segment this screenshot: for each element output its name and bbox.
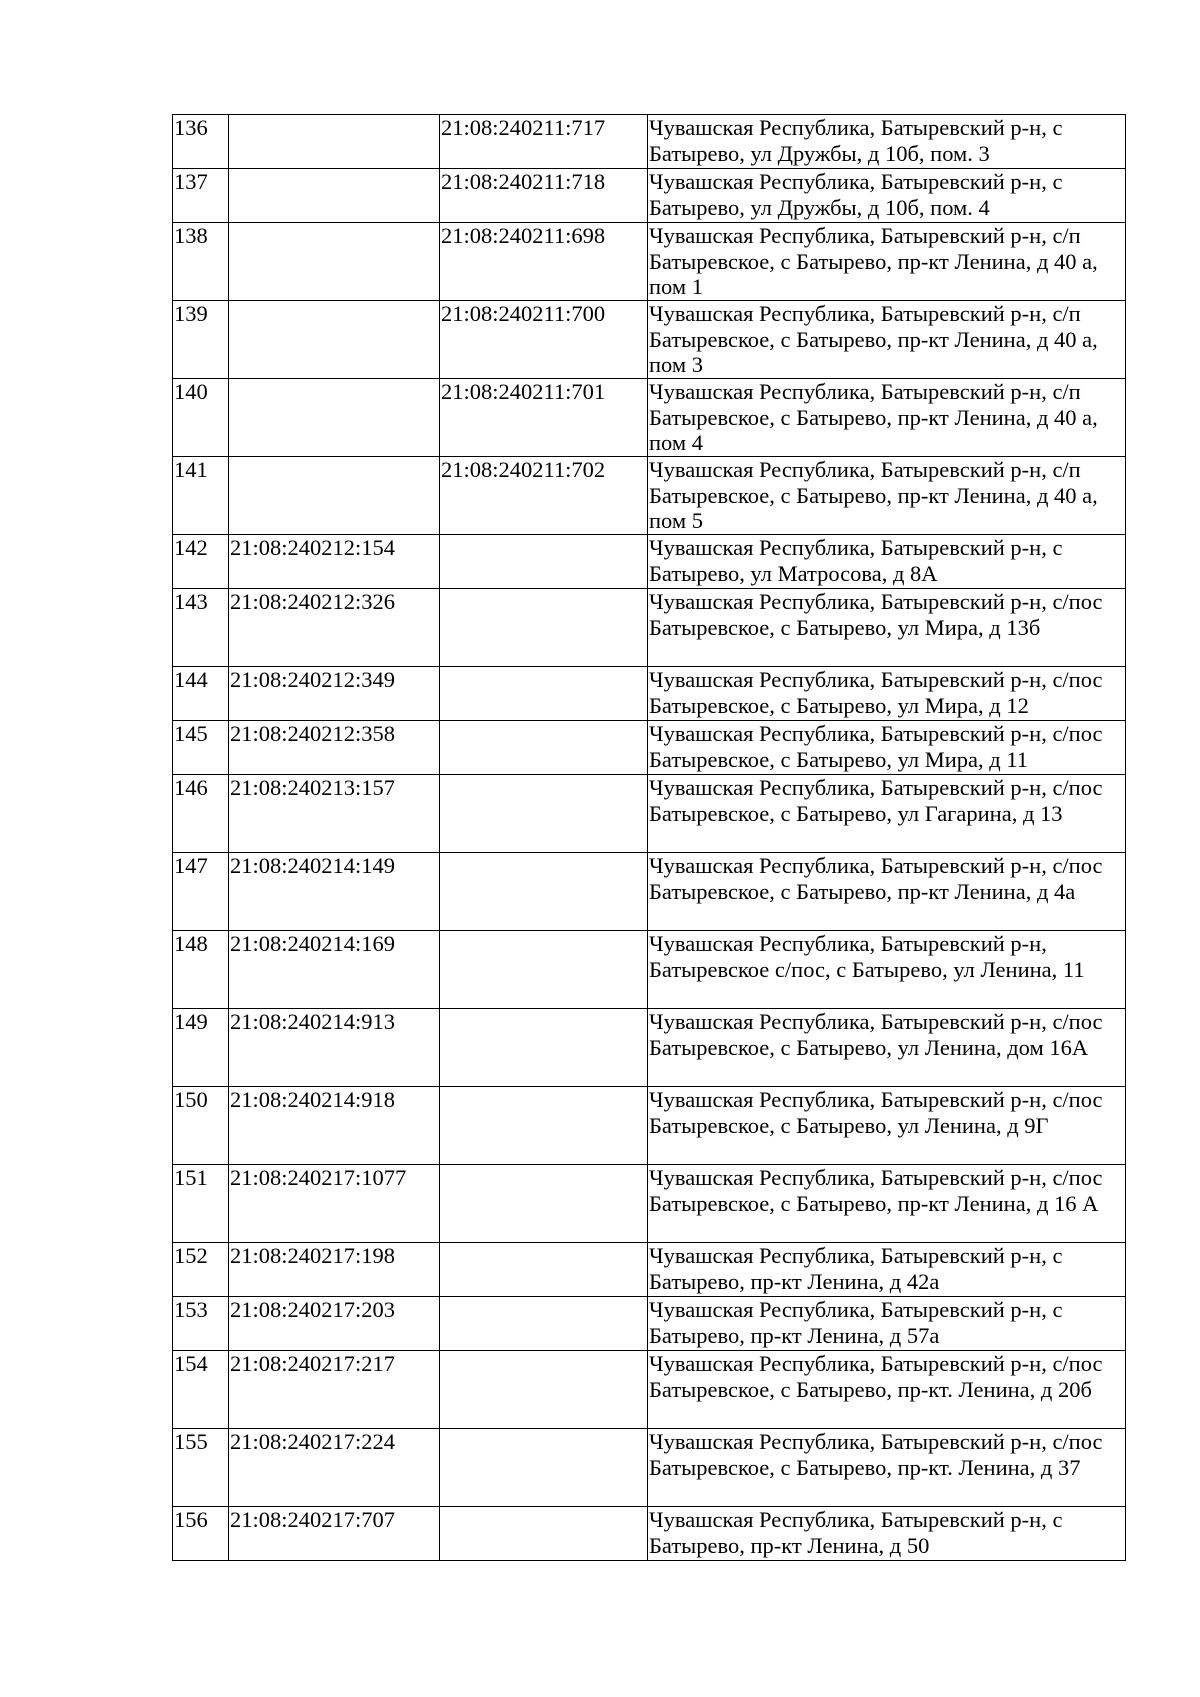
address-cell: Чувашская Республика, Батыревский р-н, с Батырево, пр-кт Ленина, д 50 <box>648 1507 1126 1561</box>
address-cell: Чувашская Республика, Батыревский р-н, с/пос Батыревское, с Батырево, пр-кт. Ленина, д 20б <box>648 1351 1126 1429</box>
row-number: 141 <box>173 457 229 535</box>
table-row <box>173 1351 1126 1429</box>
table-row <box>173 931 1126 1009</box>
address-cell: Чувашская Республика, Батыревский р-н, с/п Батыревское, с Батырево, пр-кт Ленина, д 40 а, пом 1 <box>648 223 1126 301</box>
row-number: 139 <box>173 301 229 379</box>
address-cell: Чувашская Республика, Батыревский р-н, с/пос Батыревское, с Батырево, пр-кт. Ленина, д 37 <box>648 1429 1126 1507</box>
address-cell: Чувашская Республика, Батыревский р-н, Батыревское с/пос, с Батырево, ул Ленина, 11 <box>648 931 1126 1009</box>
table-row <box>173 1009 1126 1087</box>
cadastral-land-number: 21:08:240214:918 <box>229 1087 440 1165</box>
row-number: 144 <box>173 667 229 721</box>
row-number: 152 <box>173 1243 229 1297</box>
row-number: 149 <box>173 1009 229 1087</box>
cadastral-object-number: 21:08:240211:701 <box>440 379 648 457</box>
row-number: 142 <box>173 535 229 589</box>
table-row <box>173 1243 1126 1297</box>
cadastral-land-number: 21:08:240217:1077 <box>229 1165 440 1243</box>
cadastral-land-number: 21:08:240217:224 <box>229 1429 440 1507</box>
table-row <box>173 775 1126 853</box>
table-row <box>173 223 1126 301</box>
cadastral-land-number: 21:08:240212:358 <box>229 721 440 775</box>
cadastral-object-number <box>440 1429 648 1507</box>
table-row <box>173 301 1126 379</box>
table-row <box>173 853 1126 931</box>
row-number: 138 <box>173 223 229 301</box>
table-row <box>173 1507 1126 1561</box>
cadastral-object-number <box>440 721 648 775</box>
table-row <box>173 667 1126 721</box>
cadastral-object-number: 21:08:240211:718 <box>440 169 648 223</box>
cadastral-object-number <box>440 1243 648 1297</box>
row-number: 147 <box>173 853 229 931</box>
cadastral-object-number: 21:08:240211:698 <box>440 223 648 301</box>
address-cell: Чувашская Республика, Батыревский р-н, с/пос Батыревское, с Батырево, ул Мира, д 13б <box>648 589 1126 667</box>
table-row <box>173 721 1126 775</box>
row-number: 155 <box>173 1429 229 1507</box>
cadastral-object-number: 21:08:240211:717 <box>440 115 648 169</box>
cadastral-land-number: 21:08:240217:217 <box>229 1351 440 1429</box>
cadastral-land-number <box>229 301 440 379</box>
cadastral-land-number <box>229 169 440 223</box>
address-cell: Чувашская Республика, Батыревский р-н, с/пос Батыревское, с Батырево, ул Мира, д 12 <box>648 667 1126 721</box>
address-cell: Чувашская Республика, Батыревский р-н, с Батырево, ул Дружбы, д 10б, пом. 3 <box>648 115 1126 169</box>
address-cell: Чувашская Республика, Батыревский р-н, с Батырево, ул Матросова, д 8А <box>648 535 1126 589</box>
address-cell: Чувашская Республика, Батыревский р-н, с Батырево, ул Дружбы, д 10б, пом. 4 <box>648 169 1126 223</box>
cadastral-land-number: 21:08:240217:198 <box>229 1243 440 1297</box>
row-number: 151 <box>173 1165 229 1243</box>
cadastral-land-number <box>229 115 440 169</box>
table-row <box>173 115 1126 169</box>
address-cell: Чувашская Республика, Батыревский р-н, с/пос Батыревское, с Батырево, ул Гагарина, д 13 <box>648 775 1126 853</box>
cadastral-object-number <box>440 667 648 721</box>
cadastral-object-number <box>440 1165 648 1243</box>
cadastral-land-number <box>229 457 440 535</box>
cadastral-object-number <box>440 853 648 931</box>
cadastral-land-number <box>229 223 440 301</box>
table-row <box>173 379 1126 457</box>
table-row <box>173 1297 1126 1351</box>
cadastral-object-number: 21:08:240211:702 <box>440 457 648 535</box>
address-cell: Чувашская Республика, Батыревский р-н, с/пос Батыревское, с Батырево, ул Ленина, д 9Г <box>648 1087 1126 1165</box>
address-cell: Чувашская Республика, Батыревский р-н, с/пос Батыревское, с Батырево, ул Ленина, дом 16А <box>648 1009 1126 1087</box>
cadastral-object-number <box>440 1297 648 1351</box>
row-number: 154 <box>173 1351 229 1429</box>
property-table-body <box>173 115 1126 1561</box>
address-cell: Чувашская Республика, Батыревский р-н, с/пос Батыревское, с Батырево, пр-кт Ленина, д 4а <box>648 853 1126 931</box>
row-number: 137 <box>173 169 229 223</box>
row-number: 153 <box>173 1297 229 1351</box>
address-cell: Чувашская Республика, Батыревский р-н, с/пос Батыревское, с Батырево, ул Мира, д 11 <box>648 721 1126 775</box>
cadastral-land-number: 21:08:240214:913 <box>229 1009 440 1087</box>
row-number: 143 <box>173 589 229 667</box>
address-cell: Чувашская Республика, Батыревский р-н, с/п Батыревское, с Батырево, пр-кт Ленина, д 40 а, пом 3 <box>648 301 1126 379</box>
row-number: 140 <box>173 379 229 457</box>
cadastral-object-number <box>440 931 648 1009</box>
cadastral-land-number: 21:08:240217:707 <box>229 1507 440 1561</box>
cadastral-object-number <box>440 1351 648 1429</box>
row-number: 146 <box>173 775 229 853</box>
table-row <box>173 535 1126 589</box>
table-row <box>173 589 1126 667</box>
cadastral-land-number: 21:08:240213:157 <box>229 775 440 853</box>
row-number: 150 <box>173 1087 229 1165</box>
cadastral-land-number: 21:08:240214:149 <box>229 853 440 931</box>
address-cell: Чувашская Республика, Батыревский р-н, с Батырево, пр-кт Ленина, д 42а <box>648 1243 1126 1297</box>
cadastral-object-number <box>440 1507 648 1561</box>
table-row <box>173 457 1126 535</box>
cadastral-land-number: 21:08:240217:203 <box>229 1297 440 1351</box>
table-row <box>173 1087 1126 1165</box>
table-row <box>173 169 1126 223</box>
cadastral-object-number <box>440 775 648 853</box>
cadastral-land-number <box>229 379 440 457</box>
row-number: 156 <box>173 1507 229 1561</box>
cadastral-land-number: 21:08:240212:326 <box>229 589 440 667</box>
address-cell: Чувашская Республика, Батыревский р-н, с/п Батыревское, с Батырево, пр-кт Ленина, д 40 а, пом 4 <box>648 379 1126 457</box>
cadastral-land-number: 21:08:240212:154 <box>229 535 440 589</box>
cadastral-object-number <box>440 589 648 667</box>
table-row <box>173 1429 1126 1507</box>
property-table <box>172 114 1126 1561</box>
cadastral-land-number: 21:08:240214:169 <box>229 931 440 1009</box>
cadastral-object-number: 21:08:240211:700 <box>440 301 648 379</box>
address-cell: Чувашская Республика, Батыревский р-н, с/п Батыревское, с Батырево, пр-кт Ленина, д 40 а, пом 5 <box>648 457 1126 535</box>
cadastral-object-number <box>440 1009 648 1087</box>
row-number: 145 <box>173 721 229 775</box>
cadastral-object-number <box>440 1087 648 1165</box>
address-cell: Чувашская Республика, Батыревский р-н, с Батырево, пр-кт Ленина, д 57а <box>648 1297 1126 1351</box>
cadastral-land-number: 21:08:240212:349 <box>229 667 440 721</box>
address-cell: Чувашская Республика, Батыревский р-н, с/пос Батыревское, с Батырево, пр-кт Ленина, д 16 А <box>648 1165 1126 1243</box>
row-number: 136 <box>173 115 229 169</box>
cadastral-object-number <box>440 535 648 589</box>
row-number: 148 <box>173 931 229 1009</box>
table-row <box>173 1165 1126 1243</box>
